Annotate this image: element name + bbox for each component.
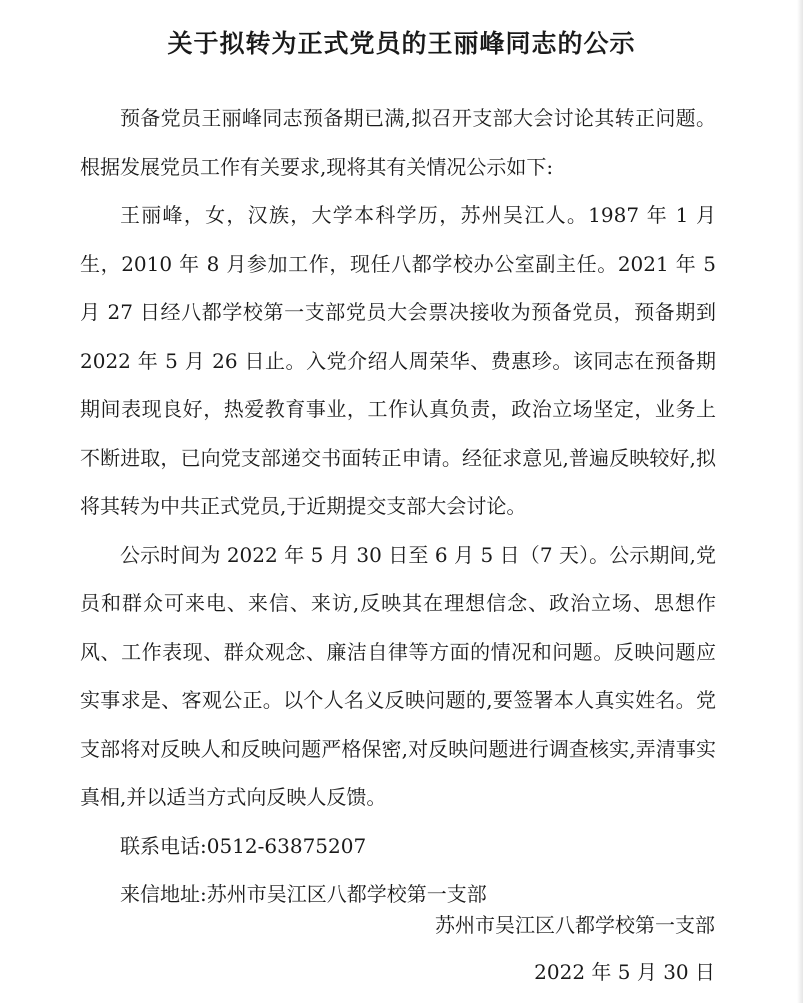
signature-organization: 苏州市吴江区八都学校第一支部: [435, 913, 715, 937]
paragraph-candidate-info: 王丽峰，女，汉族，大学本科学历，苏州吴江人。1987 年 1 月生，2010 年 8 月参加工作，现任八都学校办公室副主任。2021 年 5 月 27 日经八都学校第一支部党员大会票决接收为预备党员，预备期到 2022 年 5 月 26 日止。入党介绍人周荣华、费惠珍。该同志在预备期期间表现良好，热爱教育事业，工作认真负责，政治立场坚定，业务上不断进取，已向党支部递交书面转正申请。经征求意见,普遍反映较好,拟将其转为中共正式党员,于近期提交支部大会讨论。: [80, 203, 716, 518]
notice-body: [80, 94, 716, 919]
page-title: 关于拟转为正式党员的王丽峰同志的公示: [167, 29, 636, 58]
contact-phone: 联系电话:0512-63875207: [120, 833, 367, 858]
page-edge-shadow: [797, 0, 803, 1003]
paragraph-intro: 预备党员王丽峰同志预备期已满,拟召开支部大会讨论其转正问题。根据发展党员工作有关要求,现将其有关情况公示如下:: [80, 106, 716, 179]
paragraph-publicity-period: 公示时间为 2022 年 5 月 30 日至 6 月 5 日（7 天）。公示期间,党员和群众可来电、来信、来访,反映其在理想信念、政治立场、思想作风、工作表现、群众观念、廉洁自律等方面的情况和问题。反映问题应实事求是、客观公正。以个人名义反映问题的,要签署本人真实姓名。党支部将对反映人和反映问题严格保密,对反映问题进行调查核实,弄清事实真相,并以适当方式向反映人反馈。: [80, 542, 716, 809]
signature-date: 2022 年 5 月 30 日: [534, 960, 715, 984]
mail-address: 来信地址:苏州市吴江区八都学校第一支部: [120, 882, 487, 906]
